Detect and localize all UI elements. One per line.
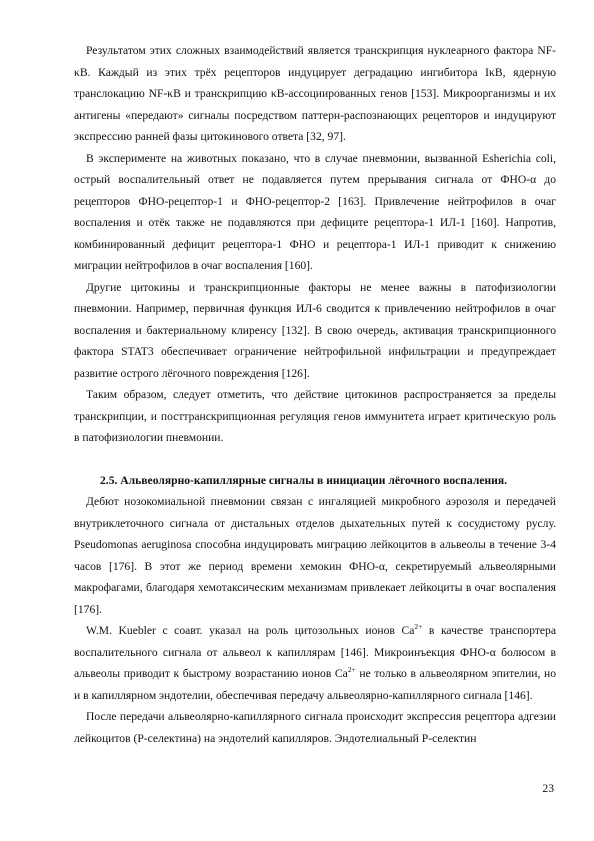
superscript-charge: 2+ [414, 622, 423, 632]
paragraph-other-cytokines: Другие цитокины и транскрипционные факторы не менее важны в патофизиологии пневмонии. Например, первичная функция ИЛ-6 сводится к привлечению нейтрофилов в очаг воспаления и бактериальному клиренсу [132]. В свою очередь, активация транскрипционного фактора STAT3 обеспечивает ограничение нейтрофильной инфильтрации и предупреждает развитие острого лёгочного повреждения [126]. [74, 280, 556, 380]
paragraph-conclusion: Таким образом, следует отметить, что действие цитокинов распространяется за пределы транскрипции, и посттранскрипционная регуляция генов иммунитета играет критическую роль в патофизиологии пневмонии. [74, 388, 556, 444]
paragraph-nfkb: Результатом этих сложных взаимодействий является транскрипция нуклеарного фактора NF-κB. Каждый из этих трёх рецепторов индуцирует деградацию ингибитора IκB, ядерную транслокацию NF-κB и транскрипцию κB-ассоциированных генов [153]. Микроорганизмы и их антигены «передают» сигналы посредством паттерн-распознающих рецепторов и индуцируют экспрессию ранней фазы цитокинового ответа [32, 97]. [74, 44, 556, 143]
page-number: 23 [542, 782, 554, 795]
paragraph-kuebler-part-a: W.M. Kuebler с соавт. указал на роль цитозольных ионов Ca [86, 624, 415, 637]
paragraph-debut: Дебют нозокомиальной пневмонии связан с ингаляцией микробного аэрозоля и передачей внутриклеточного сигнала от дистальных отделов дыхательных путей к сосудистому руслу. Pseudomonas aeruginosa способна индуцировать миграцию лейкоцитов в альвеолы в течение 3-4 часов [176]. В этот же период времени хемокин ФНО-α, секретируемый альвеолярными макрофагами, благодаря хемотаксическим механизмам привлекает лейкоциты в очаг воспаления [176]. [74, 495, 556, 616]
paragraph-animal-experiment: В эксперименте на животных показано, что в случае пневмонии, вызванной Esherichia coli, острый воспалительный ответ не подавляется путем прерывания сигнала от ФНО-α до рецепторов ФНО-рецептор-1 и ФНО-рецептор-2 [163]. Привлечение нейтрофилов в очаг воспаления и отёк также не подавляются при дефиците рецептора-1 ИЛ-1 [160]. Напротив, комбинированный дефицит рецептора-1 ФНО и рецептора-1 ИЛ-1 приводит к снижению миграции нейтрофилов в очаг воспаления [160]. [74, 151, 556, 272]
document-page [74, 40, 556, 749]
paragraph-kuebler-part-c: не только в альвеолярном эпителии, но и в капиллярном эндотелии, обеспечивая передачу альвеолярно-капиллярного сигнала [146]. [74, 667, 556, 702]
superscript-charge: 2+ [347, 665, 356, 675]
paragraph-kuebler [74, 620, 556, 706]
section-heading: 2.5. Альвеолярно-капиллярные сигналы в инициации лёгочного воспаления. [100, 473, 508, 487]
paragraph-kuebler-part-b: в качестве транспортера воспалительного сигнала от альвеол к капиллярам [146]. Микроинъекция ФНО-α болюсом в альвеолы приводит к быстрому возрастанию ионов Ca [74, 624, 557, 680]
paragraph-p-selectin: После передачи альвеолярно-капиллярного сигнала происходит экспрессия рецептора адгезии лейкоцитов (Р-селектина) на эндотелий капилляров. Эндотелиальный Р-селектин [74, 710, 556, 745]
